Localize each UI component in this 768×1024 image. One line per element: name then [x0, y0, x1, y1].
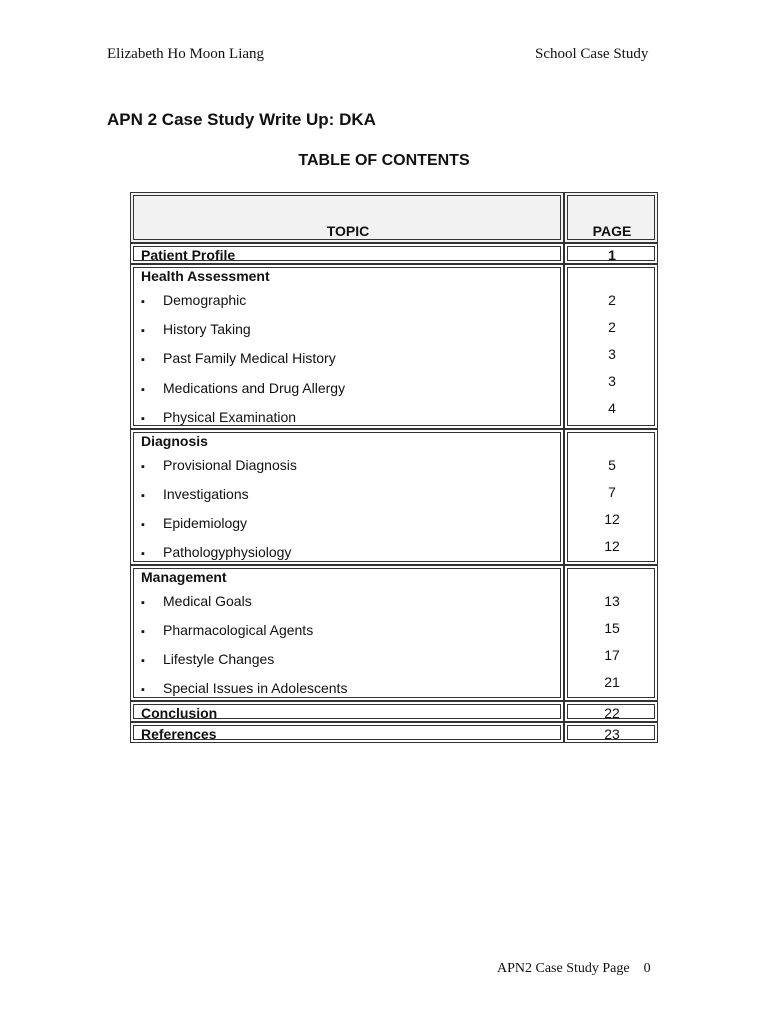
item-label: Lifestyle Changes — [163, 651, 275, 667]
page-number: 12 — [604, 511, 620, 527]
bullet-icon: ▪ — [141, 413, 145, 425]
toc-row-patient-profile — [130, 243, 658, 264]
page-number: 21 — [604, 674, 620, 690]
page-number: 4 — [608, 400, 616, 416]
item-label: Special Issues in Adolescents — [163, 680, 348, 696]
page-number: 23 — [604, 726, 620, 742]
bullet-icon: ▪ — [141, 384, 145, 396]
section-title: Diagnosis — [141, 433, 208, 449]
footer-page-number: 0 — [643, 961, 651, 976]
section-title: Health Assessment — [141, 268, 270, 284]
list-item — [141, 593, 252, 609]
toc-row-references — [130, 722, 658, 743]
item-label: Past Family Medical History — [163, 350, 336, 366]
bullet-icon: ▪ — [141, 296, 145, 308]
item-label: Pathologyphysiology — [163, 544, 292, 560]
bullet-icon: ▪ — [141, 354, 145, 366]
page-number: 3 — [608, 373, 616, 389]
bullet-icon: ▪ — [141, 597, 145, 609]
header-author: Elizabeth Ho Moon Liang — [107, 46, 265, 62]
section-title: Conclusion — [141, 705, 218, 721]
page-number: 1 — [608, 247, 616, 263]
toc-row-health-assessment — [130, 264, 658, 429]
page-number: 17 — [604, 647, 620, 663]
list-item — [141, 321, 251, 337]
item-label: Medications and Drug Allergy — [163, 380, 346, 396]
item-label: Epidemiology — [163, 515, 248, 531]
bullet-icon: ▪ — [141, 626, 145, 638]
bullet-icon: ▪ — [141, 461, 145, 473]
list-item — [141, 622, 313, 638]
page-number: 2 — [608, 319, 616, 335]
page-header-cell — [564, 192, 658, 243]
bullet-icon: ▪ — [141, 548, 145, 560]
bullet-icon: ▪ — [141, 490, 145, 502]
list-item — [141, 680, 347, 696]
list-item — [141, 486, 249, 502]
footer-text: APN2 Case Study Page — [497, 961, 630, 976]
list-item — [141, 544, 291, 560]
document-title: APN 2 Case Study Write Up: DKA — [107, 110, 376, 129]
list-item — [141, 515, 247, 531]
toc-header-row — [130, 192, 658, 243]
item-label: Medical Goals — [163, 593, 252, 609]
list-item — [141, 409, 296, 425]
toc-heading: TABLE OF CONTENTS — [298, 152, 470, 169]
page-footer — [497, 961, 651, 977]
section-title: Management — [141, 569, 227, 585]
bullet-icon: ▪ — [141, 684, 145, 696]
toc-row-management — [130, 565, 658, 701]
page-number: 22 — [604, 705, 620, 721]
item-label: Provisional Diagnosis — [163, 457, 297, 473]
bullet-icon: ▪ — [141, 519, 145, 531]
page-number: 7 — [608, 484, 616, 500]
bullet-icon: ▪ — [141, 655, 145, 667]
page-column-header: PAGE — [592, 223, 632, 239]
page-number: 2 — [608, 292, 616, 308]
item-label: History Taking — [163, 321, 251, 337]
list-item — [141, 457, 297, 473]
item-label: Investigations — [163, 486, 249, 502]
bullet-icon: ▪ — [141, 325, 145, 337]
header-doc-type: School Case Study — [535, 46, 649, 62]
page-number: 13 — [604, 593, 620, 609]
section-title: References — [141, 726, 217, 742]
toc-row-conclusion — [130, 701, 658, 722]
topic-header-cell — [130, 192, 564, 243]
page-number: 12 — [604, 538, 620, 554]
list-item — [141, 292, 246, 308]
page-number: 3 — [608, 346, 616, 362]
page-number: 15 — [604, 620, 620, 636]
toc-row-diagnosis — [130, 429, 658, 565]
list-item — [141, 380, 345, 396]
page-number: 5 — [608, 457, 616, 473]
section-title: Patient Profile — [141, 247, 236, 263]
list-item — [141, 350, 336, 366]
list-item — [141, 651, 274, 667]
item-label: Demographic — [163, 292, 247, 308]
item-label: Pharmacological Agents — [163, 622, 314, 638]
topic-column-header: TOPIC — [326, 223, 370, 239]
item-label: Physical Examination — [163, 409, 297, 425]
